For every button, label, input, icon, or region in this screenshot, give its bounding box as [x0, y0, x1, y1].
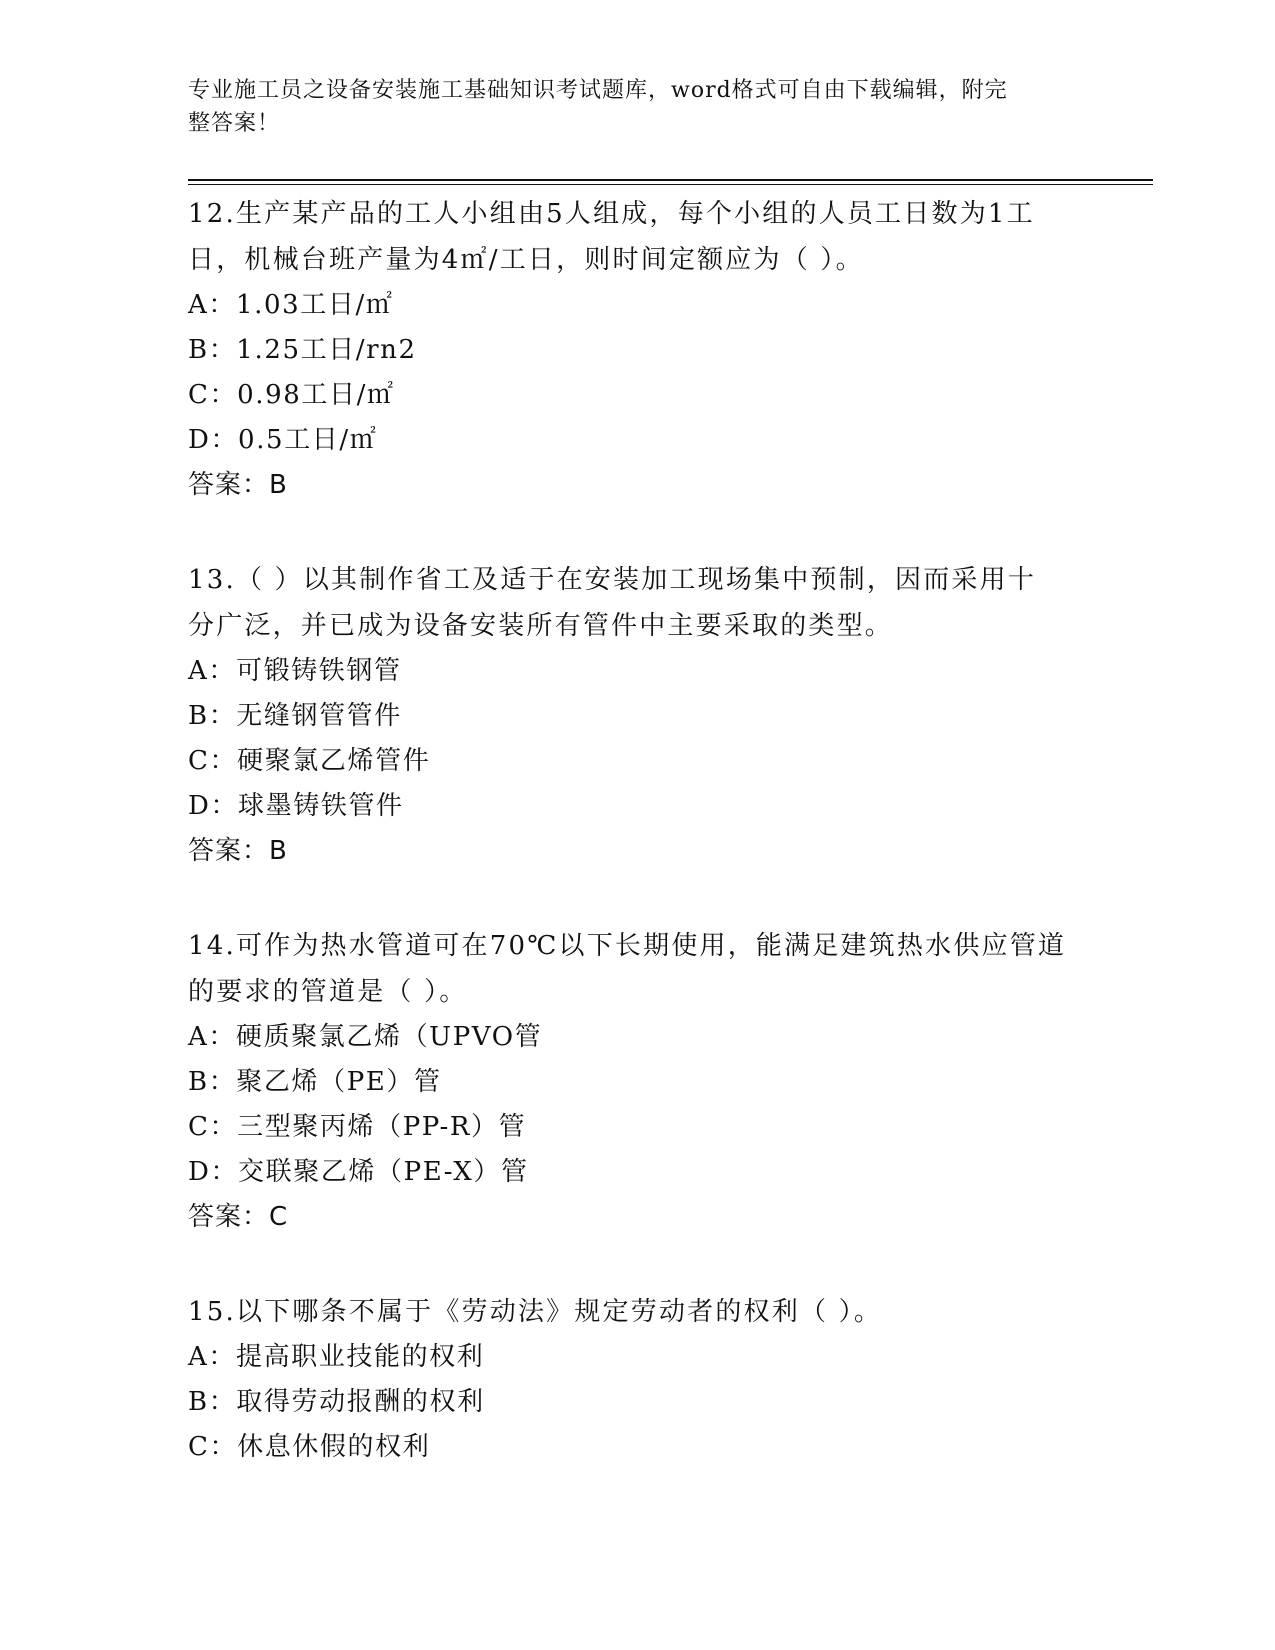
question-stem-line: 12.生产某产品的工人小组由5人组成，每个小组的人员工日数为1工 — [188, 199, 1035, 229]
option-c: C：休息休假的权利 — [188, 1432, 431, 1462]
option-b: B：无缝钢管管件 — [188, 701, 402, 731]
question-13 — [188, 557, 1088, 874]
answer-line: 答案：B — [188, 470, 288, 500]
answer-line: 答案：B — [188, 836, 288, 866]
option-b: B：取得劳动报酬的权利 — [188, 1387, 485, 1417]
header-line-1: 专业施工员之设备安装施工基础知识考试题库，word格式可自由下载编辑，附完 — [188, 78, 1008, 103]
question-15 — [188, 1289, 1088, 1470]
option-a: A：1.03工日/㎡ — [188, 290, 394, 320]
option-d: D：0.5工日/㎡ — [188, 425, 378, 455]
question-stem-line: 的要求的管道是（ ）。 — [188, 977, 468, 1007]
question-stem-line: 日，机械台班产量为4㎡/工日，则时间定额应为（ ）。 — [188, 245, 864, 275]
question-14 — [188, 923, 1088, 1240]
option-c: C：硬聚氯乙烯管件 — [188, 746, 431, 776]
option-d: D：球墨铸铁管件 — [188, 791, 404, 821]
header-divider-thick — [188, 179, 1153, 181]
option-b: B：1.25工日/rn2 — [188, 335, 417, 365]
option-a: A：可锻铸铁钢管 — [188, 656, 402, 686]
answer-line: 答案：C — [188, 1202, 289, 1232]
question-list — [188, 191, 1088, 1519]
option-b: B：聚乙烯（PE）管 — [188, 1067, 442, 1097]
header-divider-thin — [188, 184, 1153, 185]
question-stem-line: 15.以下哪条不属于《劳动法》规定劳动者的权利（ ）。 — [188, 1297, 883, 1327]
question-12 — [188, 191, 1088, 508]
question-stem-line: 14.可作为热水管道可在70℃以下长期使用，能满足建筑热水供应管道 — [188, 931, 1067, 961]
option-a: A：提高职业技能的权利 — [188, 1342, 485, 1372]
option-a: A：硬质聚氯乙烯（UPVO管 — [188, 1022, 543, 1052]
option-c: C：三型聚丙烯（PP-R）管 — [188, 1112, 527, 1142]
question-stem-line: 13.（ ）以其制作省工及适于在安装加工现场集中预制，因而采用十 — [188, 565, 1037, 595]
document-header — [188, 74, 1088, 140]
header-line-2: 整答案！ — [188, 111, 281, 136]
option-c: C：0.98工日/㎡ — [188, 380, 395, 410]
question-stem-line: 分广泛，并已成为设备安装所有管件中主要采取的类型。 — [188, 611, 894, 641]
option-d: D：交联聚乙烯（PE-X）管 — [188, 1157, 529, 1187]
